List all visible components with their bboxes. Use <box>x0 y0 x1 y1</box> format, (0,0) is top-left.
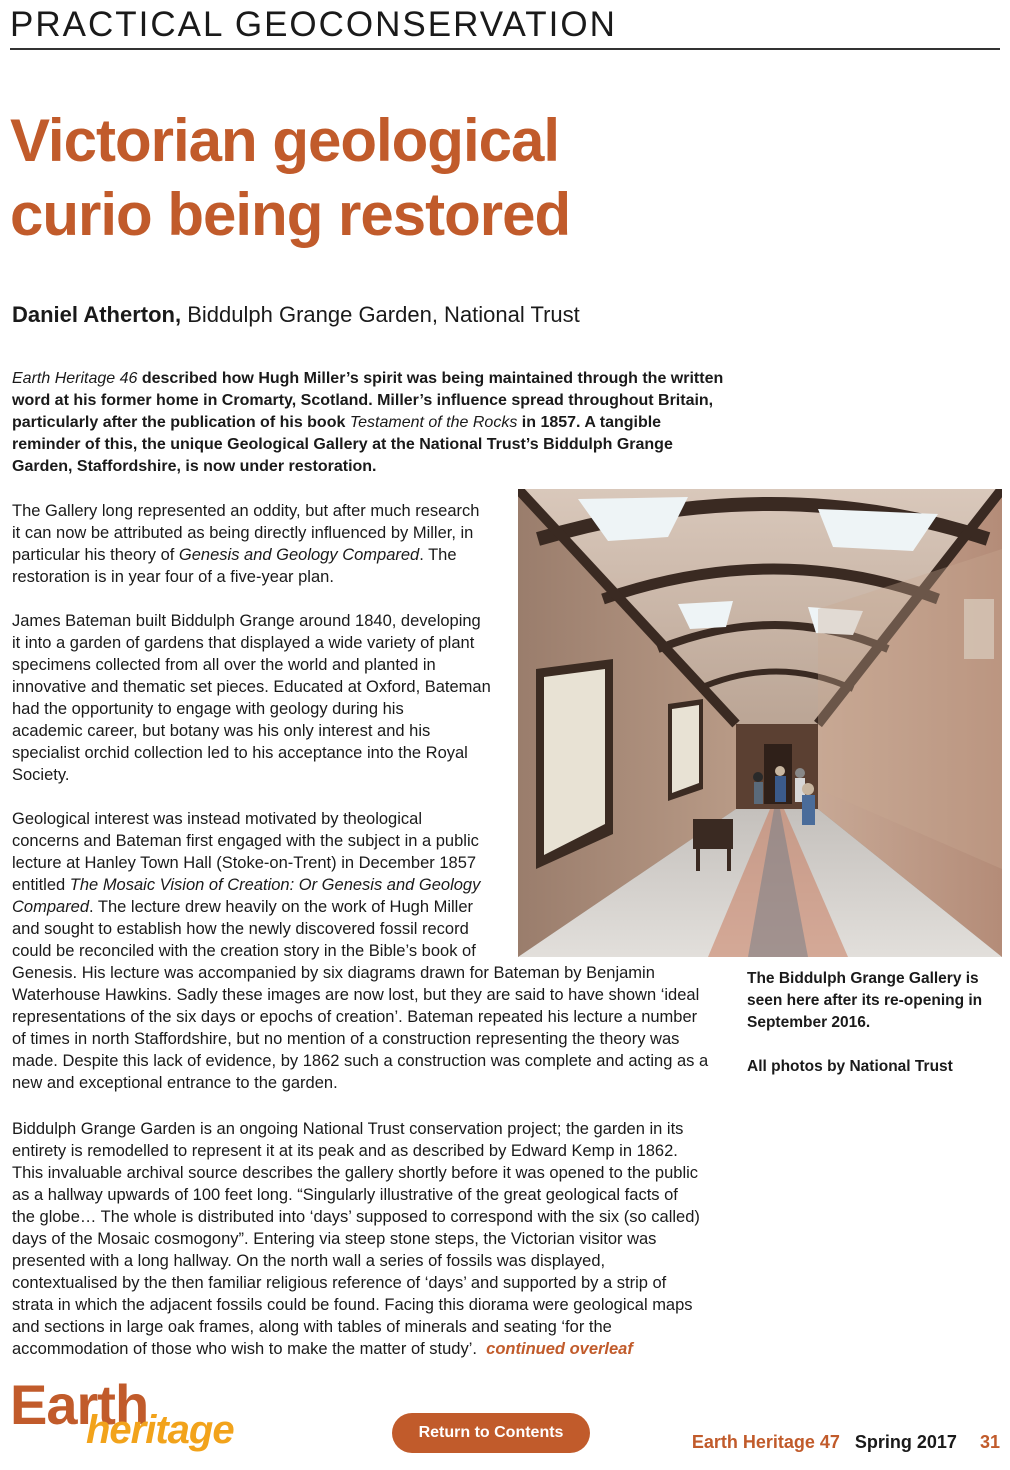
body-paragraph-3: Geological interest was instead motivated by theological concerns and Bateman first engaged with the subject in a public lecture at Hanley Town Hall (Stoke-on-Trent) in December 1857 entitled The Mosaic Vision of Creation: Or Genesis and Geology Compared. The lecture drew heavily on the work of Hugh Miller and sought to establish how the newly discovered fossil record could be reconciled with the creation story in the Bible’s book of Genesis. His lecture was accompanied by six diagrams drawn for Bateman by Benjamin Waterhouse Hawkins. Sadly these images are now lost, but they are said to have shown ‘ideal representations of the six days or epochs of creation’. Bateman repeated his lecture a number of times in north Staffordshire, but no mention of a construction representing the theory was made. Despite this lack of evidence, by 1862 such a construction was complete and acting as a new and exceptional entrance to the garden. <box>12 810 709 1092</box>
section-header <box>10 4 1000 50</box>
body-paragraph-4: Biddulph Grange Garden is an ongoing National Trust conservation project; the garden in its entirety is remodelled to represent it at its peak and as described by Edward Kemp in 1862. This invaluable archival source describes the gallery shortly before it was opened to the public as a hallway upwards of 100 feet long. “Singularly illustrative of the great geological facts of the globe… The whole is distributed into ‘days’ supposed to correspond with the six (so called) days of the Mosaic cosmogony”. Entering via steep stone steps, the Victorian visitor was presented with a long hallway. On the north wall a series of fossils was displayed, contextualised by the then familiar religious reference of ‘days’ and supported by a strip of strata in which the adjacent fossils could be found. Facing this diorama were geological maps and sections in large oak frames, along with tables of minerals and seating ‘for the accommodation of those who wish to make the matter of study’. continued overleaf <box>12 1120 700 1358</box>
intro-text-1: described how Hugh Miller’s spirit was being maintained through the written word at his former home in Cromarty, Scotland. Miller’s influence spread throughout Britain, particularly after the publication of his book <box>12 370 724 431</box>
caption-text: The Biddulph Grange Gallery is seen here after its re-opening in September 2016. <box>747 970 983 1031</box>
logo-word-heritage: heritage <box>86 1408 234 1452</box>
footer-season: Spring 2017 <box>854 1432 957 1452</box>
body-paragraph-1: The Gallery long represented an oddity, but after much research it can now be attributed as being directly influenced by Miller, in particular his theory of Genesis and Geology Compared. The restoration is in year four of a five-year plan. <box>12 502 480 586</box>
headline-line-2: curio being restored <box>10 181 571 248</box>
page-footer <box>692 1432 1000 1453</box>
logo-word-earth: Earth <box>10 1373 149 1436</box>
gallery-hallway-illustration <box>518 489 1002 957</box>
footer-issue: Earth Heritage 47 <box>691 1432 840 1452</box>
photo-credit: All photos by National Trust <box>747 1058 953 1075</box>
author-affiliation: Biddulph Grange Garden, National Trust <box>187 302 580 327</box>
continued-overleaf-link[interactable]: continued overleaf <box>486 1340 633 1358</box>
return-to-contents-button[interactable]: Return to Contents <box>392 1413 590 1453</box>
intro-text-2: in 1857. A tangible reminder of this, the unique Geological Gallery at the National Trust’s Biddulph Grange Garden, Staffordshire, is now under restoration. <box>12 414 673 475</box>
byline <box>12 302 580 328</box>
page-number: 31 <box>979 1432 1000 1452</box>
article-headline <box>10 104 770 252</box>
intro-book-title: Testament of the Rocks <box>349 414 518 431</box>
gallery-photo <box>518 489 1002 957</box>
photo-caption <box>747 968 1005 1100</box>
headline-line-1: Victorian geological <box>10 107 560 174</box>
intro-paragraph <box>12 368 727 478</box>
author-name: Daniel Atherton, <box>12 302 182 327</box>
body-paragraph-2: James Bateman built Biddulph Grange around 1840, developing it into a garden of gardens that displayed a wide variety of plant specimens collected from all over the world and planted in innovative and thematic set pieces. Educated at Oxford, Bateman had the opportunity to engage with geology during his academic career, but botany was his only interest and his specialist orchid collection led to his acceptance into the Royal Society. <box>12 612 491 784</box>
earth-heritage-logo <box>10 1373 270 1458</box>
section-header-label: PRACTICAL GEOCONSERVATION <box>10 5 617 44</box>
intro-italic-reference: Earth Heritage 46 <box>12 370 138 387</box>
